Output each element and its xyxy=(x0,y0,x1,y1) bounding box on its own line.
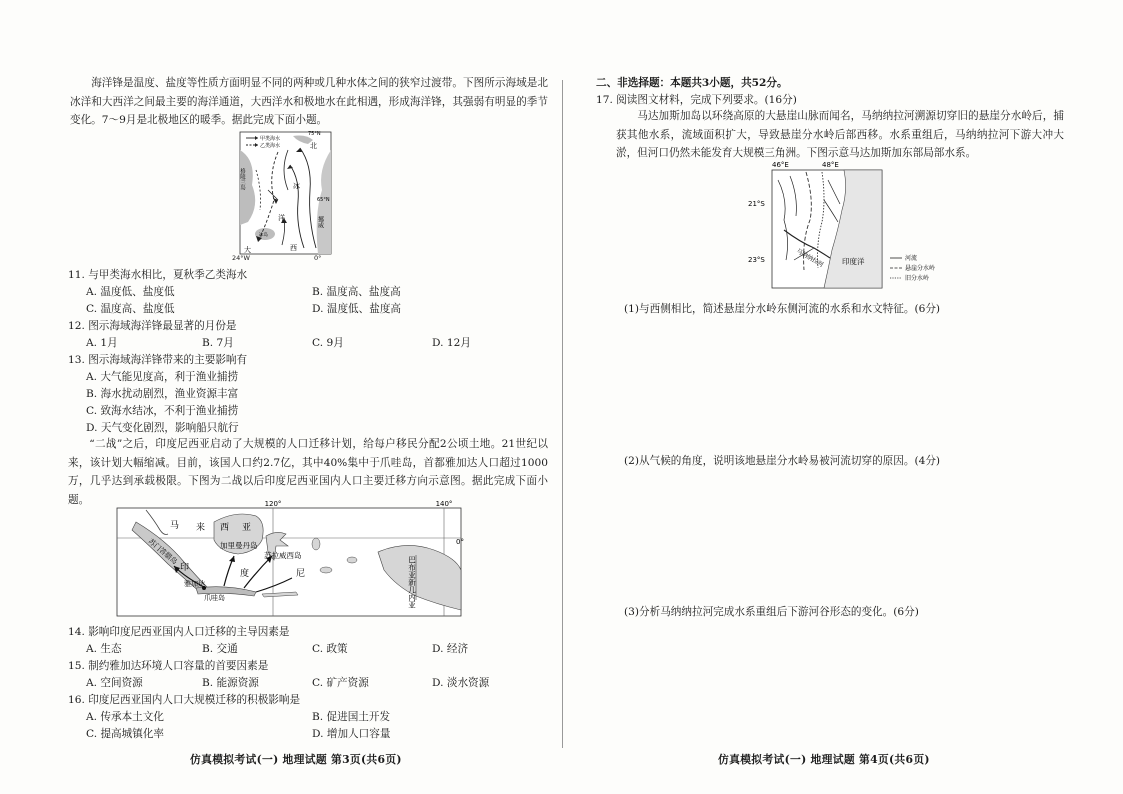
q16-option-a[interactable]: A. 传承本土文化 xyxy=(86,711,164,723)
label-lai: 来 xyxy=(196,523,206,533)
label-iceland: 冰岛 xyxy=(259,233,268,238)
label-ni: 尼 xyxy=(296,569,306,579)
label-kalimantan: 加里曼丹岛 xyxy=(220,541,258,550)
q12-option-c[interactable]: C. 9月 xyxy=(312,337,344,349)
label-xi: 西 xyxy=(290,244,297,252)
q14-stem: 14. 影响印度尼西亚国内人口迁移的主导因素是 xyxy=(68,626,290,638)
q13-option-d[interactable]: D. 天气变化剧烈，影响船只航行 xyxy=(86,422,239,434)
label-sulawesi: 苏拉威西岛 xyxy=(264,551,302,560)
label-papua: 巴布亚新几内亚 xyxy=(407,556,417,609)
label-nuowei: 挪威 xyxy=(316,216,324,228)
lon-140-label: 140° xyxy=(435,500,453,508)
q15-stem: 15. 制约雅加达环境人口容量的首要因素是 xyxy=(68,660,269,672)
lon-46-label: 46°E xyxy=(772,161,789,169)
lat-75-label: 75°N xyxy=(308,131,321,137)
q14-option-d[interactable]: D. 经济 xyxy=(432,643,469,655)
label-du: 度 xyxy=(240,569,250,579)
intro-passage-ocean-front: 海洋锋是温度、盐度等性质方面明显不同的两种或几种水体之间的狭窄过渡带。下图所示海域是北冰洋和大西洋之间最主要的海洋通道，大西洋水和极地水在此相遇，形成海洋锋，其强弱有明显的季节变化。7～9月是北极地区的暖季。据此完成下面小题。 xyxy=(70,77,548,126)
label-da: 大 xyxy=(244,246,251,254)
legend-jia-label: 甲类海水 xyxy=(260,136,281,142)
lon-120-label: 120° xyxy=(264,500,282,508)
label-greenland: 格陵兰岛 xyxy=(239,168,245,190)
lat-23-label: 23°S xyxy=(748,256,765,264)
q11-stem: 11. 与甲类海水相比，夏秋季乙类海水 xyxy=(68,269,248,281)
q16-option-c[interactable]: C. 提高城镇化率 xyxy=(86,728,165,740)
q11-option-d[interactable]: D. 温度低、盐度高 xyxy=(312,303,402,315)
q14-option-c[interactable]: C. 政策 xyxy=(312,643,348,655)
legend-cliff: 悬崖分水岭 xyxy=(905,265,936,272)
q16-option-d[interactable]: D. 增加人口容量 xyxy=(312,728,391,740)
q16-option-b[interactable]: B. 促进国土开发 xyxy=(312,711,391,723)
q17-part2: (2)从气候的角度，说明该地悬崖分水岭易被河流切穿的原因。(4分) xyxy=(624,455,941,467)
q15-option-c[interactable]: C. 矿产资源 xyxy=(312,677,369,689)
ocean-front-map xyxy=(232,130,333,262)
q15-option-d[interactable]: D. 淡水资源 xyxy=(432,677,490,689)
indonesia-map-svg xyxy=(116,500,462,618)
label-ma: 马 xyxy=(170,521,180,531)
river-name-label: 马纳纳拉河 xyxy=(795,247,825,269)
label-sumatra: 苏门答腊岛 xyxy=(146,537,179,567)
q12-option-d[interactable]: D. 12月 xyxy=(432,337,471,349)
q14-option-a[interactable]: A. 生态 xyxy=(86,643,122,655)
lat-65-label: 65°N xyxy=(317,197,330,203)
lat-0-label: 0° xyxy=(456,538,464,546)
label-ya: 亚 xyxy=(242,523,252,533)
q16-stem: 16. 印度尼西亚国内人口大规模迁移的积极影响是 xyxy=(68,694,301,706)
q11-option-c[interactable]: C. 温度高、盐度低 xyxy=(86,303,175,315)
lon-0-label: 0° xyxy=(314,254,322,262)
lon-24w-label: 24°W xyxy=(232,254,250,262)
label-yang: 洋 xyxy=(278,214,285,222)
page-divider xyxy=(562,80,563,748)
ocean-front-map-svg xyxy=(238,130,333,258)
label-bing: 冰 xyxy=(293,182,300,190)
q12-option-a[interactable]: A. 1月 xyxy=(86,337,118,349)
label-jakarta: 雅加达 xyxy=(184,580,205,588)
legend-yi-label: 乙类海水 xyxy=(260,143,281,149)
q14-option-b[interactable]: B. 交通 xyxy=(202,643,238,655)
q17-stem: 17. 阅读图文材料，完成下列要求。(16分) xyxy=(596,94,797,106)
q17-part1: (1)与西侧相比，简述悬崖分水岭东侧河流的水系和水文特征。(6分) xyxy=(624,303,941,315)
q17-part3: (3)分析马纳纳拉河完成水系重组后下游河谷形态的变化。(6分) xyxy=(624,606,919,618)
legend-old: 旧分水岭 xyxy=(905,275,930,282)
left-page-footer: 仿真模拟考试(一) 地理试题 第3页(共6页) xyxy=(190,753,402,766)
q15-option-a[interactable]: A. 空间资源 xyxy=(86,677,143,689)
lat-21-label: 21°S xyxy=(748,200,765,208)
q17-material: 马达加斯加岛以环绕高原的大悬崖山脉而闻名，马纳纳拉河溯源切穿旧的悬崖分水岭后，捕获其他水系，流域面积扩大，导致悬崖分水岭后部西移。水系重组后，马纳纳拉河下游大冲大淤，但河口仍然未能发育大规模三角洲。下图示意马达加斯加东部局部水系。 xyxy=(616,110,1064,159)
indonesia-migration-map xyxy=(116,500,462,618)
madagascar-river-map xyxy=(744,160,964,290)
right-page-footer: 仿真模拟考试(一) 地理试题 第4页(共6页) xyxy=(718,753,930,766)
madagascar-map-svg xyxy=(744,160,964,290)
ocean-label: 印度洋 xyxy=(842,257,865,266)
q13-option-a[interactable]: A. 大气能见度高，利于渔业捕捞 xyxy=(86,371,239,383)
q11-option-b[interactable]: B. 温度高、盐度高 xyxy=(312,286,401,298)
q12-stem: 12. 图示海域海洋锋最显著的月份是 xyxy=(68,320,237,332)
q13-option-c[interactable]: C. 致海水结冰，不利于渔业捕捞 xyxy=(86,405,239,417)
map3-legend xyxy=(890,254,935,282)
q13-option-b[interactable]: B. 海水扰动剧烈，渔业资源丰富 xyxy=(86,388,239,400)
label-java: 爪哇岛 xyxy=(204,594,225,602)
lon-48-label: 48°E xyxy=(822,161,839,169)
label-yin: 印 xyxy=(180,563,190,573)
label-bei: 北 xyxy=(310,142,317,150)
q13-stem: 13. 图示海域海洋锋带来的主要影响有 xyxy=(68,354,248,366)
label-xi: 西 xyxy=(220,523,230,533)
legend-river: 河流 xyxy=(905,255,918,262)
q15-option-b[interactable]: B. 能源资源 xyxy=(202,677,259,689)
section-heading: 二、非选择题：本题共3小题，共52分。 xyxy=(596,77,788,89)
q12-option-b[interactable]: B. 7月 xyxy=(202,337,234,349)
q11-option-a[interactable]: A. 温度低、盐度低 xyxy=(86,286,175,298)
intro-passage-indonesia: “二战”之后，印度尼西亚启动了大规模的人口迁移计划，给每户移民分配2公顷土地。21世纪以来，该计划大幅缩减。目前，该国人口约2.7亿，其中40%集中于爪哇岛，首都雅加达人口超过1000万，几乎达到承载极限。下图为二战以后印度尼西亚国内人口主要迁移方向示意图。据此完成下面小题。 xyxy=(68,438,548,506)
